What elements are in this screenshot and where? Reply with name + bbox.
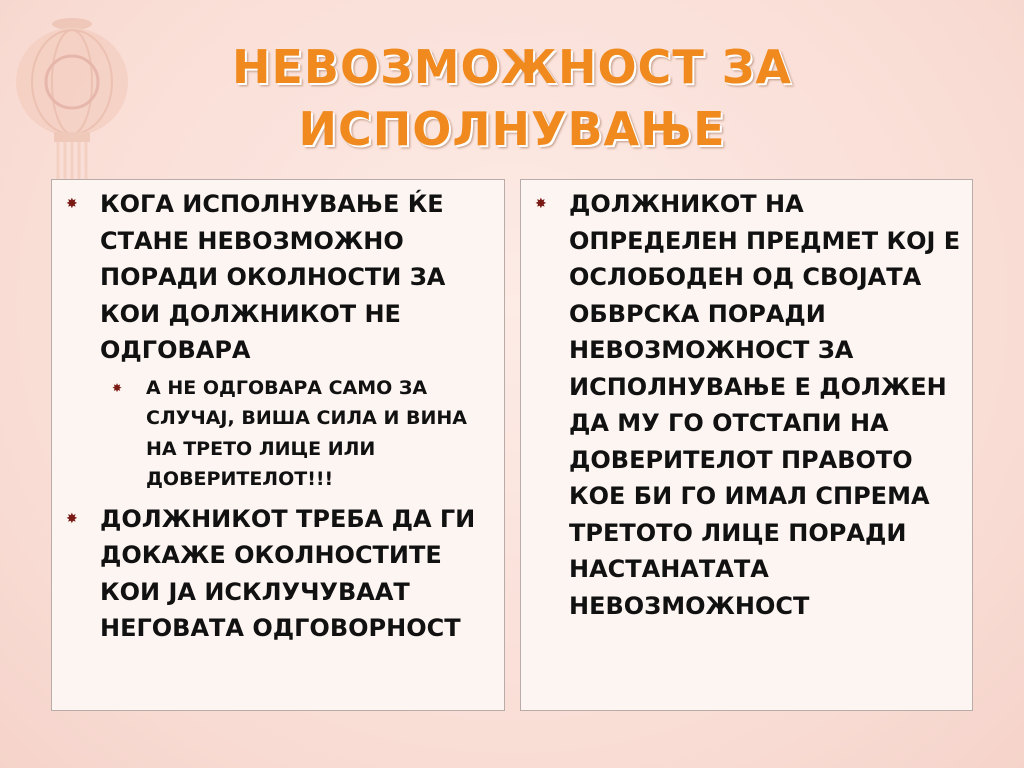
left-bullet-list (52, 186, 504, 647)
slide-title (150, 36, 874, 160)
list-item (52, 186, 504, 495)
bullet-text: ДОЛЖНИКОТ ТРЕБА ДА ГИ ДОКАЖЕ ОКОЛНОСТИТЕ КОИ ЈА ИСКЛУЧУВААТ НЕГОВАТА ОДГОВОРНОСТ (100, 504, 476, 642)
right-content-panel (520, 179, 973, 711)
star-bullet-icon: ✸ (535, 196, 547, 212)
slide-title-line-2: ИСПОЛНУВАЊЕ (298, 102, 726, 156)
bullet-text: ДОЛЖНИКОТ НА ОПРЕДЕЛЕН ПРЕДМЕТ КОЈ Е ОСЛОБОДЕН ОД СВОЈАТА ОБВРСКА ПОРАДИ НЕВОЗМОЖНОСТ ЗА ИСПОЛНУВАЊЕ Е ДОЛЖЕН ДА МУ ГО ОТСТАПИ НА ДОВЕРИТЕЛОТ ПРАВОТО КОЕ БИ ГО ИМАЛ СПРЕМА ТРЕТОТО ЛИЦЕ ПОРАДИ НАСТАНАТАТА НЕВОЗМОЖНОСТ (569, 190, 961, 620)
sub-bullet-list (100, 373, 494, 495)
sub-list-item (100, 373, 494, 495)
right-bullet-list (521, 186, 972, 624)
left-content-panel (51, 179, 505, 711)
slide-title-line-1: НЕВОЗМОЖНОСТ ЗА (232, 40, 792, 94)
star-bullet-icon: ✸ (112, 380, 123, 395)
lantern-icon (12, 12, 132, 192)
star-bullet-icon: ✸ (66, 510, 78, 527)
star-bullet-icon: ✸ (66, 196, 78, 212)
list-item (521, 186, 972, 624)
bullet-text: КОГА ИСПОЛНУВАЊЕ ЌЕ СТАНЕ НЕВОЗМОЖНО ПОРАДИ ОКОЛНОСТИ ЗА КОИ ДОЛЖНИКОТ НЕ ОДГОВАРА (100, 190, 446, 364)
sub-bullet-text: А НЕ ОДГОВАРА САМО ЗА СЛУЧАЈ, ВИША СИЛА И ВИНА НА ТРЕТО ЛИЦЕ ИЛИ ДОВЕРИТЕЛОТ!!! (146, 376, 467, 490)
list-item (52, 501, 504, 647)
